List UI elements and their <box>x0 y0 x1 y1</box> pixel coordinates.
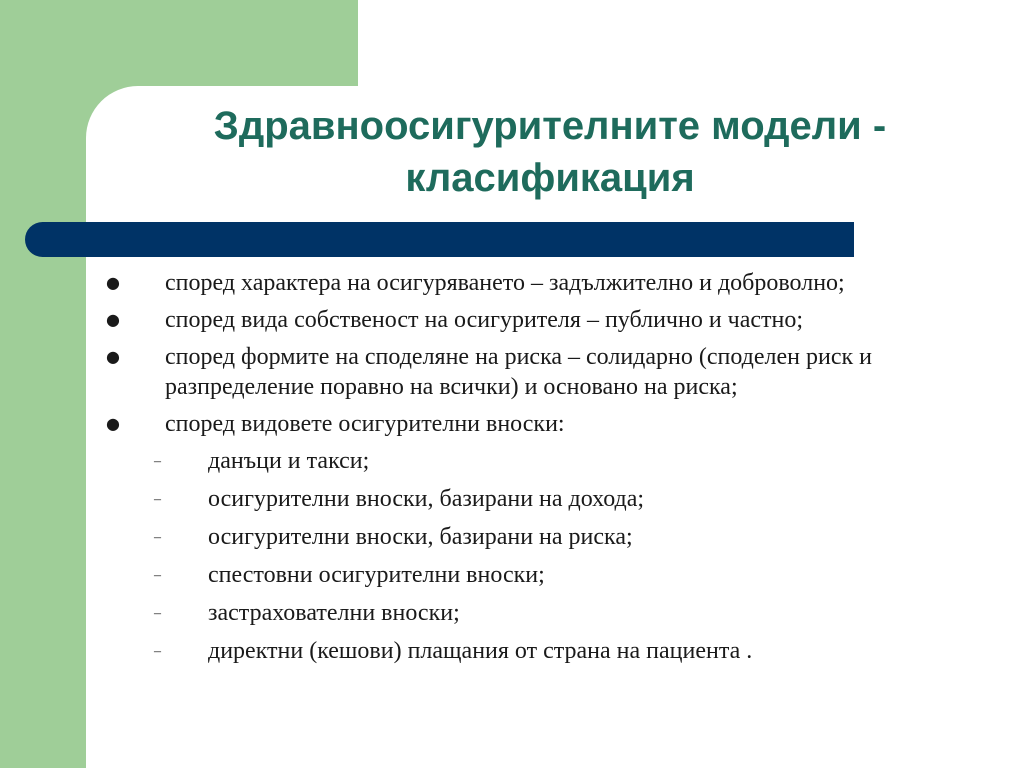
sub-list-item-text: данъци и такси; <box>208 448 370 474</box>
list-item-text: според характера на осигуряването – задължително и доброволно; <box>165 270 845 296</box>
dash-icon: – <box>154 454 161 469</box>
sub-list-item <box>0 522 1024 552</box>
sub-list-item-text: осигурителни вноски, базирани на риска; <box>208 524 633 550</box>
bullet-icon: ● <box>106 414 120 433</box>
list-item <box>0 305 1024 335</box>
bullet-icon: ● <box>106 347 120 366</box>
title-divider-bar <box>25 222 854 257</box>
top-white-strip <box>358 0 1024 86</box>
sub-list-item <box>0 598 1024 628</box>
list-item-text: според вида собственост на осигурителя – публично и частно; <box>165 307 804 333</box>
dash-icon: – <box>154 568 161 583</box>
title-line-2: класификация <box>405 156 695 200</box>
list-item-text: според формите на споделяне на риска – солидарно (споделен риск и разпределение поравно на всички) и основано на риска; <box>165 344 873 400</box>
dash-icon: – <box>154 644 161 659</box>
list-item <box>0 268 1024 298</box>
bullet-icon: ● <box>106 310 120 329</box>
sub-list-item-text: осигурителни вноски, базирани на дохода; <box>208 486 645 512</box>
slide-title <box>100 100 1000 204</box>
sub-list-item-text: спестовни осигурителни вноски; <box>208 562 545 588</box>
sub-list-item-text: застрахователни вноски; <box>208 600 460 626</box>
list-item-text: според видовете осигурителни вноски: <box>165 411 565 437</box>
list-item <box>0 342 1024 402</box>
bullet-icon: ● <box>106 273 120 292</box>
sub-list-item <box>0 484 1024 514</box>
list-item <box>0 409 1024 439</box>
sub-list-item <box>0 446 1024 476</box>
title-line-1: Здравноосигурителните модели - <box>213 104 887 148</box>
dash-icon: – <box>154 492 161 507</box>
bullet-list <box>0 268 1024 674</box>
dash-icon: – <box>154 530 161 545</box>
sub-list-item <box>0 636 1024 666</box>
dash-icon: – <box>154 606 161 621</box>
sub-list-item-text: директни (кешови) плащания от страна на пациента . <box>208 638 753 664</box>
sub-list-item <box>0 560 1024 590</box>
